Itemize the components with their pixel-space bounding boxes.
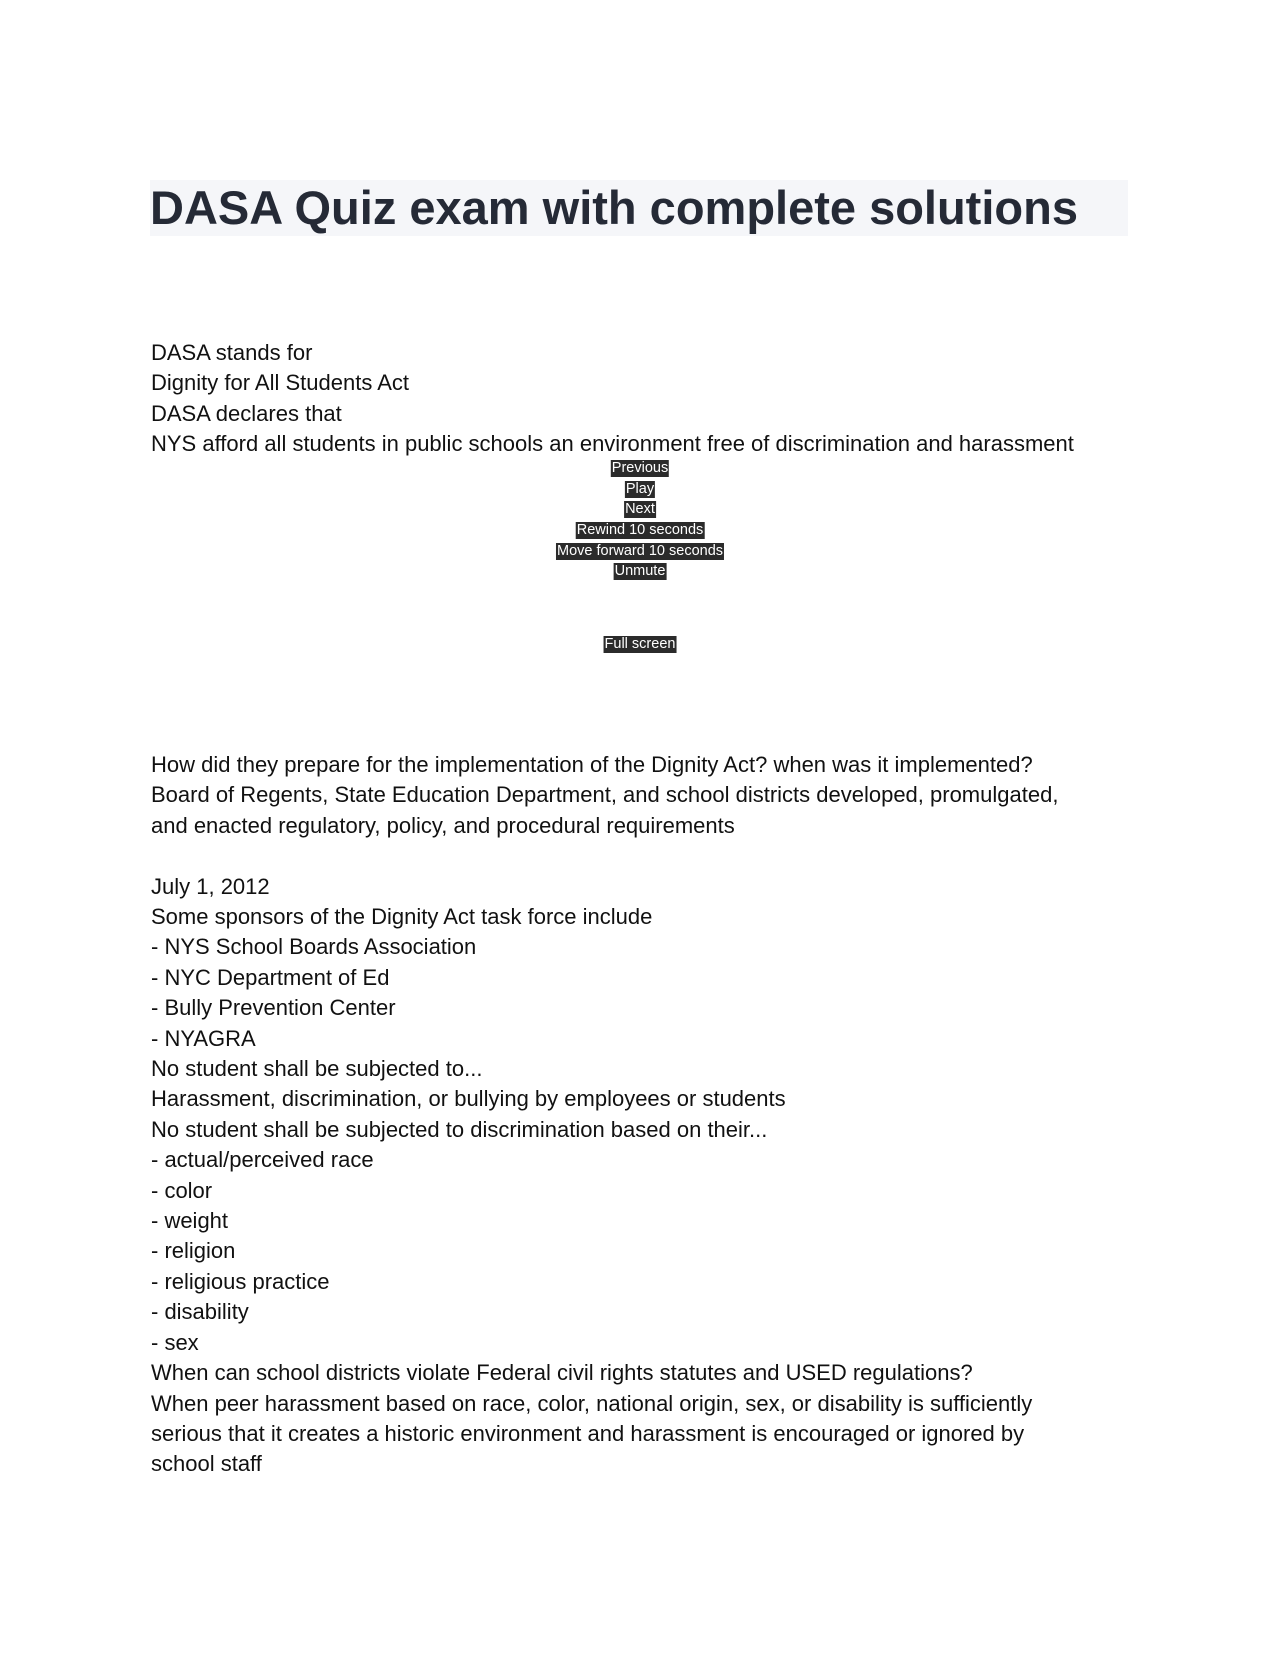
list-item: - weight — [151, 1208, 229, 1234]
play-button[interactable]: Play — [625, 481, 655, 497]
text-line: and enacted regulatory, policy, and procedural requirements — [151, 812, 735, 838]
text-line: When can school districts violate Federal civil rights statutes and USED regulations? — [151, 1360, 973, 1386]
main-text — [151, 750, 1058, 1480]
list-item: - color — [151, 1177, 213, 1203]
list-item: - religious practice — [151, 1268, 330, 1294]
list-item: - actual/perceived race — [151, 1147, 374, 1173]
intro-text — [151, 338, 1074, 460]
list-item: - NYAGRA — [151, 1025, 256, 1051]
text-line: No student shall be subjected to discrimination based on their... — [151, 1116, 768, 1142]
page-title: DASA Quiz exam with complete solutions — [150, 181, 1078, 234]
list-item: - sex — [151, 1329, 199, 1355]
list-item: - NYC Department of Ed — [151, 964, 390, 990]
text-line: When peer harassment based on race, color, national origin, sex, or disability is sufficiently — [151, 1390, 1033, 1416]
text-line: DASA declares that — [151, 400, 342, 426]
blank-line — [151, 841, 1058, 871]
text-line: NYS afford all students in public schools an environment free of discrimination and harassment — [151, 431, 1074, 457]
list-item: - NYS School Boards Association — [151, 934, 477, 960]
text-line: Some sponsors of the Dignity Act task force include — [151, 904, 653, 930]
previous-button[interactable]: Previous — [611, 460, 669, 476]
text-line: No student shall be subjected to... — [151, 1056, 483, 1082]
text-line: Board of Regents, State Education Department, and school districts developed, promulgated, — [151, 782, 1059, 808]
rewind-button[interactable]: Rewind 10 seconds — [576, 522, 704, 538]
text-line: Dignity for All Students Act — [151, 370, 410, 396]
text-line: July 1, 2012 — [151, 873, 270, 899]
forward-button[interactable]: Move forward 10 seconds — [556, 543, 724, 559]
list-item: - religion — [151, 1238, 236, 1264]
text-line: serious that it creates a historic environment and harassment is encouraged or ignored by — [151, 1420, 1025, 1446]
text-line: How did they prepare for the implementation of the Dignity Act? when was it implemented? — [151, 752, 1033, 777]
list-item: - disability — [151, 1299, 249, 1325]
unmute-button[interactable]: Unmute — [614, 563, 666, 579]
text-line: Harassment, discrimination, or bullying by employees or students — [151, 1086, 786, 1112]
text-line: DASA stands for — [151, 340, 313, 365]
next-button[interactable]: Next — [625, 501, 655, 517]
fullscreen-button[interactable]: Full screen — [604, 636, 676, 652]
text-line: school staff — [151, 1451, 262, 1477]
list-item: - Bully Prevention Center — [151, 995, 396, 1021]
